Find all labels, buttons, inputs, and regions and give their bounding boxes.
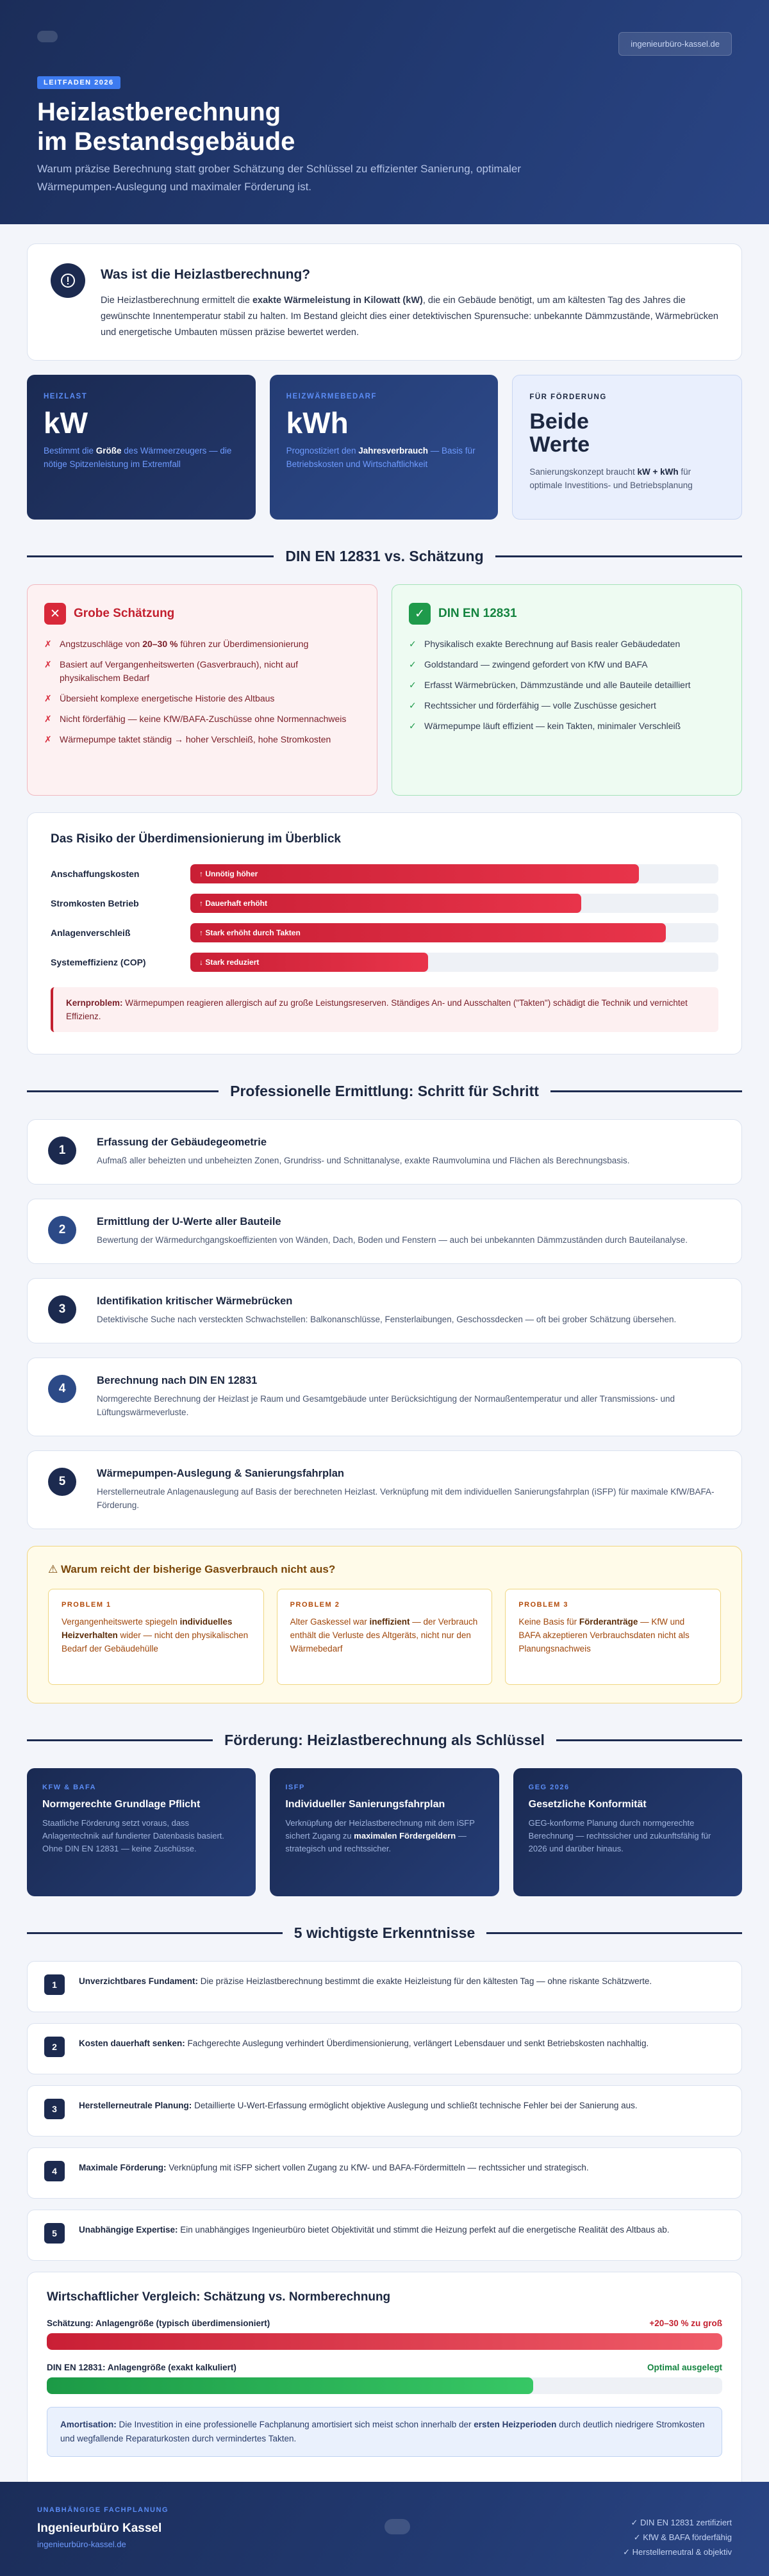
- kpi-card-heizlast: [27, 375, 256, 520]
- step-title: Identifikation kritischer Wärmebrücken: [97, 1295, 293, 1307]
- footer-check-item: ✓ KfW & BAFA förderfähig: [633, 2532, 732, 2542]
- cross-icon: ✗: [44, 734, 52, 744]
- kpi-desc: Prognostiziert den Jahresverbrauch — Basis für Betriebskosten und Wirtschaftlichkeit: [286, 446, 475, 469]
- funding-label: KFW & BAFA: [42, 1784, 97, 1791]
- cross-icon: ✗: [44, 714, 52, 724]
- risk-label: Anlagenverschleiß: [51, 928, 131, 938]
- din-list: [409, 637, 725, 733]
- footer-logo-pill: [384, 2519, 410, 2534]
- insights-list: [27, 1961, 742, 2261]
- risk-bar: ↓ Stark reduziert: [190, 953, 428, 972]
- amortization-note: Amortisation: Die Investition in eine professionelle Fachplanung amortisiert sich meist schon innerhalb der ersten Heizperioden durch deutlich niedrigere Stromkosten und wegfallende Reparaturkosten durch vermindertes Takten.: [47, 2407, 722, 2457]
- econ-value: +20–30 % zu groß: [649, 2318, 722, 2328]
- step-number: 4: [48, 1375, 76, 1403]
- footer-company: Ingenieurbüro Kassel: [37, 2522, 162, 2535]
- list-item: ✗ Übersieht komplexe energetische Historie des Altbaus: [44, 692, 360, 705]
- risk-row: [51, 953, 718, 972]
- insight-text: Herstellerneutrale Planung: Detaillierte U-Wert-Erfassung ermöglicht objektive Auslegung und schließt technische Fehler bei der Sanierung aus.: [79, 2101, 638, 2110]
- insight-number: 1: [44, 1974, 65, 1995]
- intro-title: Was ist die Heizlastberechnung?: [101, 267, 311, 282]
- cross-icon: ✕: [44, 603, 66, 625]
- econ-label: Schätzung: Anlagengröße (typisch überdimensioniert): [47, 2318, 270, 2328]
- estimate-card: [27, 584, 377, 796]
- check-icon: ✓: [409, 721, 417, 731]
- list-item: ✗ Basiert auf Vergangenheitswerten (Gasverbrauch), nicht auf physikalischem Bedarf: [44, 658, 360, 685]
- intro-text: Die Heizlastberechnung ermittelt die exakte Wärmeleistung in Kilowatt (kW), die ein Gebäude benötigt, um am kältesten Tag des Jahres die gewünschte Innentemperatur stabil zu halten. Im Bestand gleicht dies einer detektivischen Spurensuche: unbekannte Dämmzustände, Wärmebrücken und energetische Umbauten müssen präzise bewertet werden.: [101, 295, 718, 338]
- page-title: [37, 97, 295, 156]
- section-heading-steps: Professionelle Ermittlung: Schritt für Schritt: [27, 1083, 742, 1100]
- page-subtitle: Warum präzise Berechnung statt grober Schätzung der Schlüssel zu effizienter Sanierung, optimaler Wärmepumpen-Auslegung und maximaler Förderung ist.: [37, 163, 522, 193]
- problem-card: [277, 1589, 493, 1685]
- list-item: ✗ Wärmepumpe taktet ständig → hoher Verschleiß, hohe Stromkosten: [44, 733, 360, 746]
- kpi-desc: Bestimmt die Größe des Wärmeerzeugers — die nötige Spitzenleistung im Extremfall: [44, 446, 232, 469]
- step-number: 1: [48, 1136, 76, 1165]
- step-card: [27, 1358, 742, 1436]
- risk-bar: ↑ Unnötig höher: [190, 864, 639, 883]
- risk-title: Das Risiko der Überdimensionierung im Überblick: [51, 832, 341, 846]
- funding-title: Gesetzliche Konformität: [528, 1799, 647, 1810]
- risk-row: [51, 864, 718, 883]
- gas-warning-box: [27, 1546, 742, 1703]
- list-item: ✗ Nicht förderfähig — keine KfW/BAFA-Zuschüsse ohne Normennachweis: [44, 712, 360, 726]
- cross-icon: ✗: [44, 639, 52, 649]
- insight-number: 2: [44, 2037, 65, 2057]
- funding-card: [270, 1768, 499, 1896]
- kpi-value: Beide Werte: [529, 409, 590, 457]
- kpi-value: kWh: [286, 406, 349, 439]
- risk-label: Stromkosten Betrieb: [51, 898, 139, 908]
- step-title: Ermittlung der U-Werte aller Bauteile: [97, 1216, 281, 1227]
- insight-number: 5: [44, 2223, 65, 2244]
- section-heading-comparison: DIN EN 12831 vs. Schätzung: [27, 548, 742, 565]
- estimate-title: Grobe Schätzung: [74, 607, 175, 620]
- funding-card: [513, 1768, 742, 1896]
- step-title: Berechnung nach DIN EN 12831: [97, 1375, 258, 1386]
- step-text: Aufmaß aller beheizten und unbeheizten Zonen, Grundriss- und Schnittanalyse, exakte Raumvolumina und Flächen als Berechnungsbasis.: [97, 1156, 630, 1165]
- risk-label: Anschaffungskosten: [51, 869, 140, 879]
- list-item: ✓ Erfasst Wärmebrücken, Dämmzustände und alle Bauteile detailliert: [409, 678, 725, 692]
- step-card: [27, 1199, 742, 1264]
- risk-bar: ↑ Dauerhaft erhöht: [190, 894, 581, 913]
- insight-number: 3: [44, 2099, 65, 2119]
- econ-track: [47, 2377, 722, 2394]
- insight-text: Unabhängige Expertise: Ein unabhängiges Ingenieurbüro bietet Objektivität und stimmt die Heizung perfekt auf die energetische Realität des Altbaus ab.: [79, 2225, 670, 2235]
- problem-label: PROBLEM 2: [290, 1601, 340, 1609]
- step-card: [27, 1119, 742, 1185]
- funding-text: Staatliche Förderung setzt voraus, dass Anlagentechnik auf fundierter Datenbasis basiert. Ohne DIN EN 12831 — keine Zuschüsse.: [42, 1818, 225, 1853]
- hero-header: [0, 0, 769, 224]
- step-card: [27, 1450, 742, 1529]
- insight-item: [27, 2210, 742, 2261]
- risk-row: [51, 923, 718, 942]
- funding-text: Verknüpfung der Heizlastberechnung mit dem iSFP sichert Zugang zu maximalen Fördergeldern — strategisch und rechtssicher.: [285, 1818, 475, 1853]
- step-number: 5: [48, 1468, 76, 1496]
- cross-icon: ✗: [44, 693, 52, 703]
- funding-card: [27, 1768, 256, 1896]
- check-icon: ✓: [409, 659, 417, 669]
- step-title: Erfassung der Gebäudegeometrie: [97, 1136, 267, 1148]
- problem-card: [505, 1589, 721, 1685]
- kpi-label: HEIZWÄRMEBEDARF: [286, 393, 377, 400]
- kpi-card-heizwaermebedarf: [270, 375, 499, 520]
- insight-text: Kosten dauerhaft senken: Fachgerechte Auslegung verhindert Überdimensionierung, verlängert Lebensdauer und senkt Betriebskosten nachhaltig.: [79, 2039, 649, 2048]
- kpi-value: kW: [44, 406, 88, 439]
- intro-card: [27, 243, 742, 361]
- list-item: ✓ Wärmepumpe läuft effizient — kein Takten, minimaler Verschleiß: [409, 719, 725, 733]
- footer-check-item: ✓ Herstellerneutral & objektiv: [623, 2547, 732, 2557]
- gas-warning-title: ⚠ Warum reicht der bisherige Gasverbrauch nicht aus?: [48, 1563, 336, 1575]
- kpi-cards: [27, 375, 742, 520]
- risk-track: [190, 864, 718, 883]
- econ-label: DIN EN 12831: Anlagengröße (exakt kalkuliert): [47, 2363, 236, 2372]
- insight-text: Maximale Förderung: Verknüpfung mit iSFP sichert vollen Zugang zu KfW- und BAFA-Fördermitteln — rechtssicher und strategisch.: [79, 2163, 589, 2172]
- step-text: Normgerechte Berechnung der Heizlast je Raum und Gesamtgebäude unter Berücksichtigung der Normaußentemperatur und aller Transmissions- und Lüftungswärmeverluste.: [97, 1394, 675, 1417]
- estimate-list: [44, 637, 360, 746]
- problem-label: PROBLEM 3: [518, 1601, 569, 1609]
- kpi-desc: Sanierungskonzept braucht kW + kWh für optimale Investitions- und Betriebsplanung: [529, 467, 693, 490]
- problem-text: Vergangenheitswerte spiegeln individuelles Heizverhalten wider — nicht den physikalischen Bedarf der Gebäudehülle: [62, 1617, 249, 1653]
- guide-badge: LEITFADEN 2026: [37, 76, 120, 89]
- insight-item: [27, 2147, 742, 2199]
- check-icon: ✓: [409, 700, 417, 710]
- page-footer: [0, 2482, 769, 2576]
- risk-rows: [51, 864, 718, 972]
- step-title: Wärmepumpen-Auslegung & Sanierungsfahrplan: [97, 1468, 344, 1479]
- funding-text: GEG-konforme Planung durch normgerechte Berechnung — rechtssicher und zukunftsfähig für 2026 und darüber hinaus.: [528, 1818, 711, 1853]
- econ-bar-estimate: [47, 2333, 722, 2350]
- problem-card: [48, 1589, 264, 1685]
- cross-icon: ✗: [44, 659, 52, 669]
- economic-title: Wirtschaftlicher Vergleich: Schätzung vs. Normberechnung: [47, 2290, 391, 2304]
- funding-title: Individueller Sanierungsfahrplan: [285, 1799, 445, 1810]
- risk-track: [190, 923, 718, 942]
- comparison-cards: [27, 584, 742, 796]
- step-number: 2: [48, 1216, 76, 1244]
- insight-item: [27, 2023, 742, 2074]
- funding-title: Normgerechte Grundlage Pflicht: [42, 1799, 201, 1810]
- step-text: Detektivische Suche nach versteckten Schwachstellen: Balkonanschlüsse, Fensterlaibungen, Geschossdecken — oft bei grober Schätzung übersehen.: [97, 1315, 677, 1324]
- main-content: [27, 243, 742, 2491]
- econ-track: [47, 2333, 722, 2350]
- din-card: [392, 584, 742, 796]
- footer-label: UNABHÄNGIGE FACHPLANUNG: [37, 2506, 169, 2514]
- insight-item: [27, 2085, 742, 2137]
- hero-logo-pill: [37, 31, 58, 42]
- econ-row-label: [47, 2363, 722, 2372]
- risk-bar: ↑ Stark erhöht durch Takten: [190, 923, 666, 942]
- economic-comparison: [27, 2272, 742, 2491]
- list-item: ✗ Angstzuschläge von 20–30 % führen zur Überdimensionierung: [44, 637, 360, 651]
- step-text: Bewertung der Wärmedurchgangskoeffizienten von Wänden, Dach, Boden und Fenstern — auch bei unbekannten Dämmzuständen durch Bauteilanalyse.: [97, 1235, 688, 1245]
- funding-label: GEG 2026: [528, 1784, 570, 1791]
- funding-cards: [27, 1768, 742, 1896]
- econ-row-label: [47, 2318, 722, 2328]
- footer-domain-link[interactable]: ingenieurbüro-kassel.de: [37, 2539, 126, 2549]
- step-number: 3: [48, 1295, 76, 1324]
- problem-text: Keine Basis für Förderanträge — KfW und BAFA akzeptieren Verbrauchsdaten nicht als Planungsnachweis: [518, 1617, 690, 1653]
- kpi-label: HEIZLAST: [44, 393, 88, 400]
- check-icon: ✓: [409, 639, 417, 649]
- hero-domain-link[interactable]: ingenieurbüro-kassel.de: [618, 32, 732, 56]
- insight-number: 4: [44, 2161, 65, 2181]
- risk-track: [190, 953, 718, 972]
- check-icon: ✓: [409, 680, 417, 690]
- section-heading-insights: 5 wichtigste Erkenntnisse: [27, 1924, 742, 1942]
- steps-list: [27, 1119, 742, 1529]
- insight-item: [27, 1961, 742, 2012]
- econ-value: Optimal ausgelegt: [647, 2363, 722, 2372]
- list-item: ✓ Goldstandard — zwingend gefordert von KfW und BAFA: [409, 658, 725, 671]
- info-icon: [51, 263, 85, 298]
- page-title-line1: Heizlastberechnung: [37, 98, 281, 126]
- check-icon: ✓: [409, 603, 431, 625]
- problem-label: PROBLEM 1: [62, 1601, 112, 1609]
- core-problem-note: Kernproblem: Wärmepumpen reagieren allergisch auf zu große Leistungsreserven. Ständiges An- und Ausschalten ("Takten") schädigt die Technik und vernichtet Effizienz.: [51, 987, 718, 1032]
- risk-label: Systemeffizienz (COP): [51, 957, 146, 967]
- risk-row: [51, 894, 718, 913]
- econ-bar-din: [47, 2377, 533, 2394]
- step-text: Herstellerneutrale Anlagenauslegung auf Basis der berechneten Heizlast. Verknüpfung mit dem individuellen Sanierungsfahrplan (iSFP) für maximale KfW/BAFA-Förderung.: [97, 1487, 715, 1510]
- din-title: DIN EN 12831: [438, 607, 517, 620]
- section-heading-funding: Förderung: Heizlastberechnung als Schlüssel: [27, 1732, 742, 1749]
- list-item: ✓ Physikalisch exakte Berechnung auf Basis realer Gebäudedaten: [409, 637, 725, 651]
- step-card: [27, 1278, 742, 1343]
- list-item: ✓ Rechtssicher und förderfähig — volle Zuschüsse gesichert: [409, 699, 725, 712]
- funding-label: ISFP: [285, 1784, 305, 1791]
- footer-checks: [623, 2515, 732, 2559]
- footer-check-item: ✓ DIN EN 12831 zertifiziert: [631, 2518, 732, 2527]
- insight-text: Unverzichtbares Fundament: Die präzise Heizlastberechnung bestimmt die exakte Heizleistung für den kältesten Tag — ohne riskante Schätzwerte.: [79, 1976, 652, 1986]
- risk-overview: [27, 812, 742, 1054]
- page-title-line2: im Bestandsgebäude: [37, 127, 295, 156]
- problem-text: Alter Gaskessel war ineffizient — der Verbrauch enthält die Verluste des Altgeräts, nicht nur den Wärmebedarf: [290, 1617, 478, 1653]
- kpi-card-foerderung: [512, 375, 742, 520]
- risk-track: [190, 894, 718, 913]
- kpi-label: FÜR FÖRDERUNG: [529, 393, 607, 401]
